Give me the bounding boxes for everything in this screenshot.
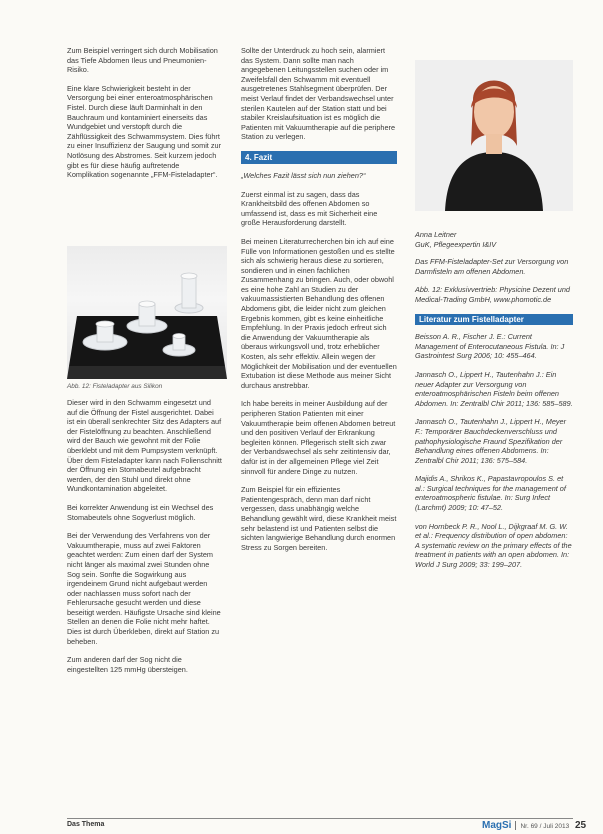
reference-item: von Hornbeck P. R., Nool L., Dijkgraaf M. G. W. et al.: Frequency distribution of open abdomen: A systematic review on the primary effects of the treatment in patients with an open abdomen. In: World J Surg 2009; 33: 199–207. xyxy=(415,521,572,570)
paragraph: Zuerst einmal ist zu sagen, dass das Krankheitsbild des offenen Abdomen so umfassend ist, dass es mit Sicherheit eine große Herausforderung darstellt. xyxy=(241,189,378,228)
text-column-1-lower xyxy=(67,398,222,683)
section-heading: 4. Fazit xyxy=(241,151,397,164)
footer-divider xyxy=(515,821,516,830)
paragraph: Zum Beispiel verringert sich durch Mobilisation das Tiefe Abdomen Ileus und Pneumonien-Risiko. xyxy=(67,46,218,75)
references-heading: Literatur zum Fistelladapter xyxy=(415,314,573,326)
portrait-illustration xyxy=(415,60,573,211)
author-title: GuK, Pflegeexpertin I&IV xyxy=(415,239,497,249)
footer-brand xyxy=(482,820,569,831)
adapter-illustration xyxy=(67,246,227,379)
paragraph: Bei der Verwendung des Verfahrens von der Vakuumtherapie, muss auf zwei Faktoren geachtet werden: Zum einen darf der System nicht länger als maximal zwei Stunden ohne Sog sein. Sonfte die Sogwirkung aus irgendeinem Grund nicht aufgebaut werden oder nachlassen muss sofort nach der Fehlerursache gesucht werden und diese beseitigt werden. Häufigste Ursache sind kleine Stellen an denen die Folie nicht mehr haftet. Dies ist durch Überkleben, direkt auf Station zu beheben. xyxy=(67,531,221,646)
text-column-2 xyxy=(241,46,397,561)
product-intro: Das FFM-Fisteladapter-Set zur Versorgung von Darmfisteln am offenen Abdomen. xyxy=(415,257,569,276)
reference-item: Jannasch O., Lippert H., Tautenhahn J.: Ein neuer Adapter zur Versorgung von enteroatmosphärischen Fisteln beim offenen Abdomen. In: Zentralbl Chir 2011; 136: 585–589. xyxy=(415,369,573,408)
paragraph: Eine klare Schwierigkeit besteht in der Versorgung bei einer enteroatmosphärischen Fistel. Durch diese läuft Darminhalt in den Bauchraum und kontaminiert einerseits das Wundgebiet und verstopft durch die Zähflüssigkeit des Schwammsystem. Dies führt zu einer Insuffizienz der Saugung und somit zur Notlösung des Abstromes. Seit kurzem jedoch gibt es für diese häufig auftretende Komplikation sogenannte „FFM-Fisteladapter“. xyxy=(67,83,222,180)
paragraph: Dieser wird in den Schwamm eingesetzt und auf die Öffnung der Fistel ausgerichtet. Dabei ist ein überall senkrechter Sitz des Adapters auf der Fistelöffnung zu beachten. Anschließend wird der Bauch wie gewohnt mit der Folie überklebt und mit dem Pumpsystem verknüpft. Über dem Fisteladapter kann nach Folienschnitt der Öffnung ein Stomabeutel aufgebracht werden, der den Stuhl und direkt ohne Wundkontamination abgeleitet. xyxy=(67,398,222,494)
author-photo xyxy=(415,60,573,211)
figure-caption: Abb. 12: Fisteladapter aus Silikon xyxy=(67,383,163,390)
text-column-1 xyxy=(67,46,222,189)
reference-item: Jannasch O., Tautenhahn J., Lippert H., Meyer F.: Temporärer Bauchdeckenverschluss und pathophysiologische Fraund Spezifikation der Behandlung eines offenen Abdomens. In: Zentralbl Chir 2011; 136: 575–584. xyxy=(415,417,567,465)
issue-label: Nr. 69 / Juli 2013 xyxy=(520,823,570,830)
text-column-3 xyxy=(415,230,573,579)
paragraph: Zum Beispiel für ein effizientes Patientengespräch, denn man darf nicht vergessen, dass unabhängig welche Behandlung gewählt wird, diese Krankheit meist sehr belastend ist und Patienten selbst die sichten langwierige Behandlung durch enormen Stress zu Sorgen bereiten. xyxy=(241,485,397,552)
fistula-adapter-photo xyxy=(67,246,227,379)
page-number: 25 xyxy=(575,820,587,831)
paragraph: Ich habe bereits in meiner Ausbildung auf der peripheren Station Patienten mit einer Vakuumtherapie beim offenen Abdomen betreut und den positiven Verlauf der Erkrankung begleiten können. Pflegerisch stellt sich zwar der Verbandswechsel als sehr zeitintensiv dar, dafür ist in der allgemeinen Pflege viel Zeit sinnvoll für andere Dinge zu nutzen. xyxy=(241,399,396,476)
paragraph: Bei korrekter Anwendung ist ein Wechsel des Stomabeutels ohne Sogverlust möglich. xyxy=(67,502,214,522)
author-name: Anna Leitner xyxy=(415,230,457,239)
brand-name: MagSi xyxy=(482,820,512,831)
footer-rule xyxy=(67,818,573,819)
section-question: „Welches Fazit lässt sich nun ziehen?“ xyxy=(241,170,366,180)
paragraph: Bei meinen Literaturrecherchen bin ich auf eine Fülle von Informationen gestoßen und es stellte sich als schwierig heraus diese zu sortieren, sondieren und in einen fachlichen Zusammenhang zu bringen. Auch, oder obwohl es eine hohe Zahl an Studien zu der vakuumassistierten Behandlung des offenen Abdomens gibt, die leider nicht zum gleichen Ergebnis kommen, gibt es keine einheitliche Empfehlung. In der Praxis jedoch erfreut sich die Anwendung der Vakuumtherapie als überaus wirkungsvoll und, trotz erheblicher Kosten, als sehr effektiv. Allein wegen der Möglichkeit der Mobilisation und der eventuellen Extubation ist diese Methode aus meiner Sicht durchaus anstrebbar. xyxy=(241,236,397,390)
paragraph: Sollte der Unterdruck zu hoch sein, alarmiert das System. Dann sollte man nach angegebenen Leitungsstellen suchen oder im Zweifelsfall den Schwamm mit eventuell ausgetretenes Stahlsegment überprüfen. Der meist Verlauf findet der Verbandswechsel unter sterilen Kautelen auf der Station statt und bei stabiler Kreislaufsituation ist es möglich die Patienten mit Vakuumtherapie auf die periphere Station zu verlegen. xyxy=(241,46,396,142)
reference-item: Beisson A. R., Fischer J. E.: Current Management of Enterocutaneous Fistula. In: J Gastrointest Surg 2006; 10: 455–464. xyxy=(415,332,565,361)
footer-section-label: Das Thema xyxy=(67,821,105,828)
paragraph: Zum anderen darf der Sog nicht die eingestellten 125 mmHg übersteigen. xyxy=(67,655,188,674)
product-credit: Abb. 12: Exklusivvertrieb: Physicine Dezent und Medical-Trading GmbH, www.phomotic.de xyxy=(415,285,570,304)
reference-item: Majidis A., Shrikos K., Papastavropoulos S. et al.: Surgical techniques for the management of enteroatmospheric fistulae. In: Surg Infect (Larchmt) 2009; 10: 47–52. xyxy=(415,474,566,513)
